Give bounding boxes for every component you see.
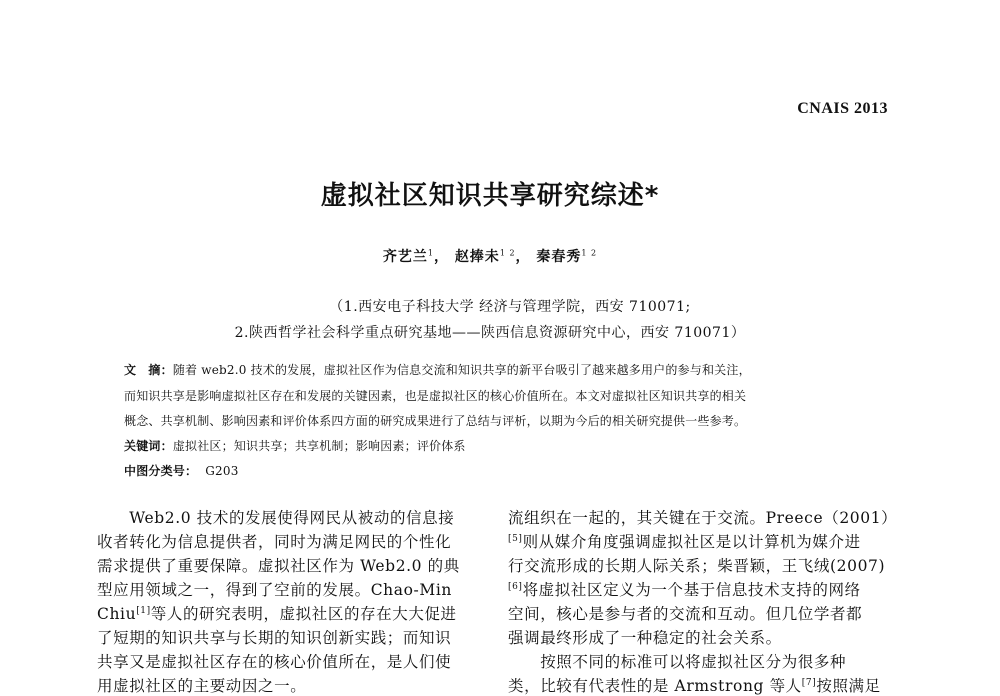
body-line: 共享又是虚拟社区存在的核心价值所在，是人们使	[97, 653, 452, 671]
body-line	[508, 530, 861, 552]
abstract-line: 而知识共享是影响虚拟社区存在和发展的关键因素，也是虚拟社区的核心价值所在。本文对虚拟社区知识共享的相关	[124, 389, 747, 403]
body-text: 将虚拟社区定义为一个基于信息技术支持的网络	[522, 581, 861, 599]
classification-label: 中图分类号：	[124, 464, 198, 478]
body-line	[508, 578, 861, 600]
body-line	[508, 674, 881, 696]
body-line: Web2.0 技术的发展使得网民从被动的信息接	[97, 509, 455, 527]
author-name: 秦春秀	[536, 249, 582, 265]
citation-ref: [1]	[136, 605, 151, 616]
paper-title: 虚拟社区知识共享研究综述*	[320, 181, 660, 211]
author-affil-marker: 1 2	[499, 248, 516, 258]
body-line: 收者转化为信息提供者，同时为满足网民的个性化	[97, 533, 452, 551]
author-separator: ，	[515, 249, 531, 265]
author-separator: ，	[433, 249, 449, 265]
abstract-line: 概念、共享机制、影响因素和评价体系四方面的研究成果进行了总结与评析，以期为今后的相关研究提供一些参考。	[124, 414, 747, 428]
body-text: Chiu	[97, 605, 137, 623]
abstract-line	[124, 361, 751, 378]
body-line	[97, 602, 457, 624]
body-text: 按照满足	[816, 677, 881, 695]
body-line: 型应用领域之一，得到了空前的发展。Chao-Min	[97, 581, 452, 599]
affiliation-line: （1.西安电子科技大学 经济与管理学院，西安 710071;	[329, 299, 691, 315]
body-line: 按照不同的标准可以将虚拟社区分为很多种	[508, 653, 847, 671]
classification-line	[124, 462, 239, 479]
keywords-value: 虚拟社区；知识共享；共享机制；影响因素；评价体系	[172, 439, 466, 453]
author-name: 齐艺兰	[382, 249, 428, 265]
body-line: 用虚拟社区的主要动因之一。	[97, 677, 307, 695]
keywords-line	[124, 437, 466, 454]
body-line: 流组织在一起的，其关键在于交流。Preece（2001）	[508, 509, 898, 527]
body-line: 空间，核心是参与者的交流和互动。但几位学者都	[508, 605, 863, 623]
affiliation-line: 2.陕西哲学社会科学重点研究基地——陕西信息资源研究中心，西安 710071）	[234, 325, 746, 341]
author-list	[0, 246, 980, 266]
citation-ref: [6]	[508, 581, 523, 592]
classification-value: G203	[205, 464, 239, 478]
abstract-label: 文 摘：	[124, 363, 173, 377]
body-line: 需求提供了重要保障。虚拟社区作为 Web2.0 的典	[97, 557, 460, 575]
running-head: CNAIS 2013	[797, 100, 888, 117]
body-text: 等人的研究表明，虚拟社区的存在大大促进	[150, 605, 457, 623]
body-line: 行交流形成的长期人际关系；柴晋颖，王飞绒(2007)	[508, 557, 886, 575]
body-text: 类，比较有代表性的是 Armstrong 等人	[508, 677, 802, 695]
author-name: 赵捧未	[454, 249, 500, 265]
body-text: 则从媒介角度强调虚拟社区是以计算机为媒介进	[522, 533, 861, 551]
body-line: 强调最终形成了一种稳定的社会关系。	[508, 629, 782, 647]
citation-ref: [7]	[801, 677, 817, 688]
citation-ref: [5]	[508, 533, 523, 544]
abstract-text: 随着 web2.0 技术的发展，虚拟社区作为信息交流和知识共享的新平台吸引了越来越多用户的参与和关注，	[172, 363, 751, 377]
body-line: 了短期的知识共享与长期的知识创新实践；而知识	[97, 629, 452, 647]
author-affil-marker: 1	[427, 248, 434, 258]
keywords-label: 关键词：	[124, 439, 173, 453]
author-affil-marker: 1 2	[581, 248, 598, 258]
